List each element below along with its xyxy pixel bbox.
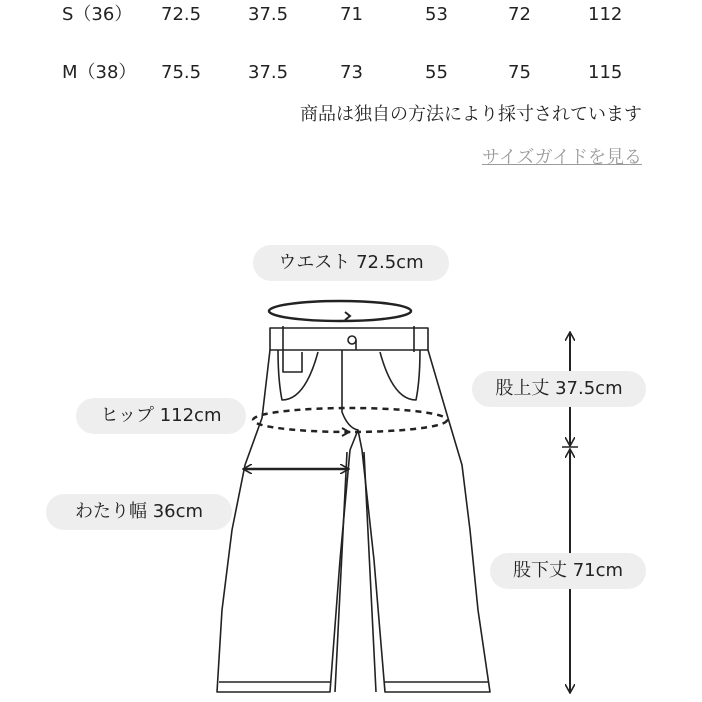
size-value-hem: 75 xyxy=(508,62,531,83)
hip-label: ヒップ 112cm xyxy=(76,398,246,434)
waist-measure-indicator xyxy=(269,301,411,321)
measurement-note: 商品は独自の方法により採寸されています xyxy=(300,104,642,125)
hip-measure-indicator xyxy=(253,408,447,436)
pants-outline xyxy=(217,326,490,692)
size-value-thigh: 55 xyxy=(425,62,448,83)
size-value-waist: 72.5 xyxy=(161,4,202,25)
thigh-label: わたり幅 36cm xyxy=(46,494,232,530)
inseam-label: 股下丈 71cm xyxy=(490,553,646,589)
size-guide-link[interactable]: サイズガイドを見る xyxy=(481,147,642,168)
size-value-inseam: 73 xyxy=(340,62,363,83)
rise-label: 股上丈 37.5cm xyxy=(472,371,646,407)
size-value-inseam: 71 xyxy=(340,4,363,25)
size-value-hip: 112 xyxy=(588,4,623,25)
waist-label: ウエスト 72.5cm xyxy=(253,245,449,281)
size-value-thigh: 53 xyxy=(425,4,448,25)
size-value-hem: 72 xyxy=(508,4,531,25)
size-label: S（36） xyxy=(62,4,133,25)
size-value-rise: 37.5 xyxy=(248,4,289,25)
size-label: M（38） xyxy=(62,62,137,83)
button-icon xyxy=(348,336,356,344)
size-value-hip: 115 xyxy=(588,62,623,83)
size-value-waist: 75.5 xyxy=(161,62,202,83)
size-value-rise: 37.5 xyxy=(248,62,289,83)
